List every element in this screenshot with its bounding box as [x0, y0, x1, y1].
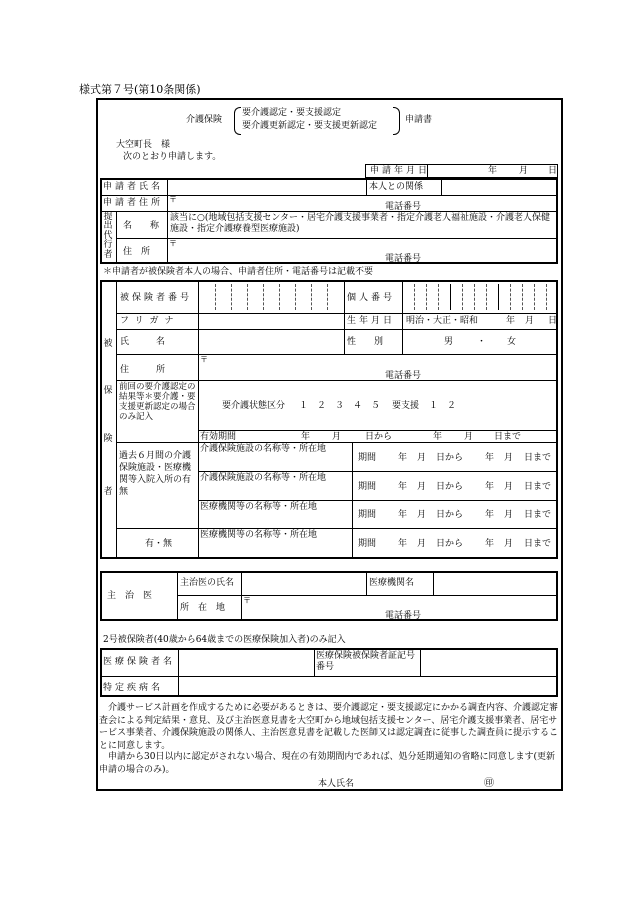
- furigana-label: フリガナ: [120, 316, 180, 326]
- insurance-card-label: 医療保険被保険者証記号番号: [316, 651, 416, 673]
- doctor-side-label: 主 治 医: [107, 591, 153, 601]
- specific-disease-input[interactable]: [179, 677, 556, 696]
- admission-label: 過去６月間の介護保険施設・医療機関等入院入所の有無: [119, 451, 192, 497]
- gender-female[interactable]: 女: [507, 337, 517, 347]
- facility-period-label: 期間: [358, 510, 377, 520]
- insurer-name-label: 医療保険者名: [103, 657, 176, 667]
- application-year-label: 年: [488, 166, 498, 176]
- insured-address-input[interactable]: [207, 356, 556, 379]
- facility-until-label: 日まで: [524, 482, 552, 492]
- consent-paragraph-2: 申請から30日以内に認定がされない場合、現在の有効期間内であれば、処分延期通知の省略に同意します(更新申請の場合のみ)。: [99, 752, 555, 775]
- agent-postal-mark: 〒: [169, 239, 177, 248]
- facility-row-input[interactable]: [199, 472, 351, 499]
- form-id: 様式第７号(第10条関係): [79, 83, 201, 96]
- facility-until-label: 日まで: [524, 510, 552, 520]
- addressee: 大空町長 様: [116, 140, 171, 150]
- title-option-1[interactable]: 要介護認定・要支援認定: [242, 108, 342, 118]
- facility-year2-label: 年: [485, 510, 495, 520]
- insured-name-label: 氏 名: [120, 337, 166, 347]
- medical-institution-label: 医療機関名: [369, 578, 415, 588]
- insurer-name-input[interactable]: [179, 649, 313, 676]
- title-prefix: 介護保険: [186, 115, 223, 125]
- facility-year-label: 年: [398, 453, 408, 463]
- title-bracket-right: [393, 107, 400, 135]
- valid-period-label: 有効期間: [200, 432, 237, 442]
- signature-label: 本人氏名: [318, 779, 355, 789]
- applicant-name-label: 申請者氏名: [103, 182, 164, 192]
- applicant-address-input[interactable]: [176, 196, 556, 210]
- insured-postal-mark: 〒: [200, 355, 208, 364]
- doctor-postal-mark: 〒: [243, 596, 251, 605]
- insured-number-input[interactable]: [199, 281, 343, 312]
- seal-mark: ㊞: [484, 778, 494, 789]
- birth-day-label: 日: [548, 316, 558, 326]
- facility-row-label: 介護保険施設の名称等・所在地: [200, 444, 327, 454]
- era-options[interactable]: 明治・大正・昭和: [406, 316, 479, 326]
- care-level-label: 要介護状態区分: [222, 401, 286, 411]
- facility-period-label: 期間: [358, 453, 377, 463]
- medical-institution-input[interactable]: [434, 572, 556, 595]
- valid-month2-label: 月: [464, 432, 474, 442]
- gender-separator: ・: [477, 337, 487, 347]
- applicant-phone-label: 電話番号: [385, 202, 422, 212]
- facility-from-label: 日から: [436, 453, 464, 463]
- valid-year-label: 年: [301, 432, 311, 442]
- facility-from-label: 日から: [436, 482, 464, 492]
- facility-month-label: 月: [417, 453, 427, 463]
- title-suffix: 申請書: [405, 115, 433, 125]
- support-level-options[interactable]: １ ２: [429, 401, 457, 411]
- agent-name-label: 名 称: [123, 221, 160, 231]
- support-label: 要支援: [392, 401, 420, 411]
- agent-address-label: 住 所: [123, 247, 151, 257]
- valid-from-label: 日から: [365, 432, 393, 442]
- doctor-name-label: 主治医の氏名: [180, 578, 235, 588]
- insured-side-label-3: 険: [103, 434, 113, 444]
- agent-side-label: 提出代行者: [103, 212, 113, 260]
- valid-month-label: 月: [332, 432, 342, 442]
- personal-number-label: 個人番号: [347, 293, 396, 303]
- facility-month2-label: 月: [504, 539, 514, 549]
- intro-text: 次のとおり申請します。: [123, 152, 222, 162]
- insured-name-input[interactable]: [199, 330, 343, 354]
- facility-year-label: 年: [398, 510, 408, 520]
- facility-period-label: 期間: [358, 539, 377, 549]
- facility-until-label: 日まで: [524, 539, 552, 549]
- previous-result-label: 前回の要介護認定の結果等＊要介護・要支援更新認定の場合のみ記入: [119, 382, 196, 423]
- facility-from-label: 日から: [436, 539, 464, 549]
- doctor-address-label: 所 在 地: [180, 603, 226, 613]
- facility-month2-label: 月: [504, 510, 514, 520]
- title-option-2[interactable]: 要介護更新認定・要支援更新認定: [242, 121, 378, 131]
- facility-month-label: 月: [417, 510, 427, 520]
- relation-label: 本人との関係: [369, 182, 424, 192]
- facility-month-label: 月: [417, 482, 427, 492]
- applicant-postal-mark: 〒: [169, 195, 177, 204]
- applicant-name-input[interactable]: [168, 179, 365, 195]
- facility-from-label: 日から: [436, 510, 464, 520]
- facility-year2-label: 年: [485, 539, 495, 549]
- care-level-options[interactable]: １ ２ ３ ４ ５: [299, 401, 381, 411]
- facility-until-label: 日まで: [524, 453, 552, 463]
- consent-paragraph-1: 介護サービス計画を作成するために必要があるときは、要介護認定・要支援認定にかかる調査内容、介護認定審査会による判定結果・意見、及び主治医意見書を大空町から地域包括支援センター、居宅介護支援事業者、居宅サービス事業者、介護保険施設の関係人、主治医意見書を記載した医師又は認定調査に従事した調査員に提示することに同意します。: [99, 703, 559, 751]
- facility-year2-label: 年: [485, 482, 495, 492]
- facility-year2-label: 年: [485, 453, 495, 463]
- agent-phone-label: 電話番号: [385, 254, 422, 264]
- facility-month2-label: 月: [504, 453, 514, 463]
- insurance-card-input[interactable]: [421, 649, 556, 676]
- facility-period-label: 期間: [358, 482, 377, 492]
- facility-year-label: 年: [398, 539, 408, 549]
- facility-row-input[interactable]: [199, 443, 351, 470]
- doctor-name-input[interactable]: [242, 572, 365, 595]
- facility-row-input[interactable]: [199, 501, 351, 527]
- applicant-address-label: 申請者住所: [103, 198, 164, 208]
- facility-row-label: 医療機関等の名称等・所在地: [200, 502, 318, 512]
- insured-side-label-2: 保: [103, 386, 113, 396]
- birth-year-label: 年: [506, 316, 516, 326]
- gender-male[interactable]: 男: [444, 337, 454, 347]
- agent-address-input[interactable]: [176, 240, 556, 262]
- type2-heading: 2号被保険者(40歳から64歳までの医療保険加入者)のみ記入: [103, 635, 346, 645]
- doctor-phone-label: 電話番号: [385, 611, 422, 621]
- relation-input[interactable]: [442, 179, 556, 195]
- personal-number-input[interactable]: [403, 281, 556, 312]
- furigana-input[interactable]: [199, 314, 343, 329]
- specific-disease-label: 特定疾病名: [103, 683, 164, 693]
- insured-address-label: 住 所: [120, 365, 166, 375]
- insured-phone-label: 電話番号: [385, 371, 422, 381]
- valid-year2-label: 年: [433, 432, 443, 442]
- applicant-note: ＊申請者が被保険者本人の場合、申請者住所・電話番号は記載不要: [103, 267, 374, 277]
- facility-row-label: 医療機関等の名称等・所在地: [200, 530, 318, 540]
- facility-row-label: 介護保険施設の名称等・所在地: [200, 473, 327, 483]
- insured-side-label-1: 被: [103, 339, 113, 349]
- insured-number-label: 被保険者番号: [120, 293, 193, 303]
- facility-year-label: 年: [398, 482, 408, 492]
- agent-name-note[interactable]: 該当に○(地域包括支援センター・居宅介護支援事業者・指定介護老人福祉施設・介護老人保健施設・指定介護療養型医療施設): [170, 213, 551, 235]
- signature-input[interactable]: [360, 777, 480, 790]
- facility-row-input[interactable]: [199, 529, 351, 558]
- birthdate-label: 生年月日: [347, 316, 396, 326]
- application-month-label: 月: [519, 166, 529, 176]
- facility-month-label: 月: [417, 539, 427, 549]
- valid-until-label: 日まで: [494, 432, 522, 442]
- birth-month-label: 月: [525, 316, 535, 326]
- application-day-label: 日: [548, 166, 558, 176]
- facility-month2-label: 月: [504, 482, 514, 492]
- application-date-label: 申請年月日: [370, 166, 431, 176]
- insured-side-label-4: 者: [103, 487, 113, 497]
- admission-choice[interactable]: 有・無: [145, 539, 173, 549]
- gender-label: 性 別: [347, 337, 384, 347]
- title-bracket-left: [234, 107, 241, 135]
